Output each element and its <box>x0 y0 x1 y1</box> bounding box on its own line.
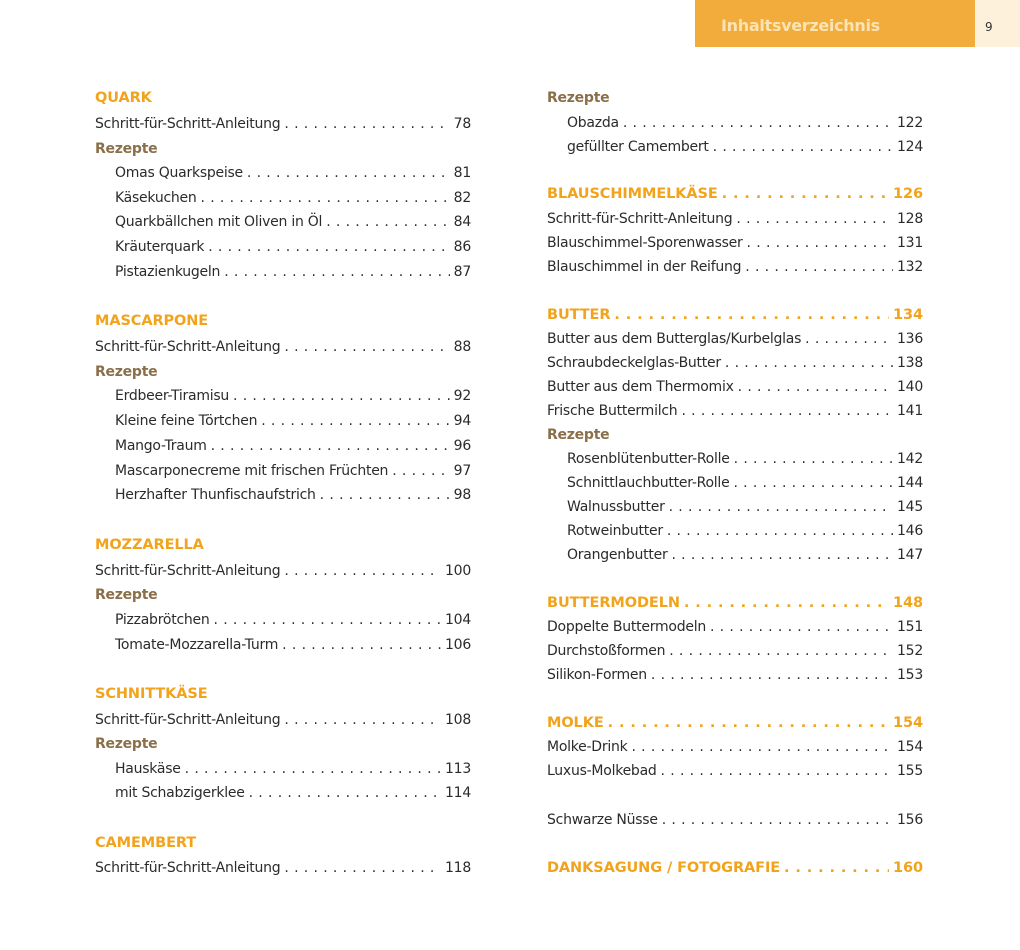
toc-page-number: 145 <box>897 499 923 515</box>
toc-leader-dots <box>261 413 449 429</box>
toc-page-number: 154 <box>897 739 923 755</box>
toc-subheading <box>547 90 923 110</box>
toc-entry-label: Rezepte <box>547 90 610 106</box>
toc-leader-dots <box>669 643 893 659</box>
toc-section-heading <box>547 186 923 206</box>
toc-leader-dots <box>247 165 450 181</box>
toc-page-number: 81 <box>453 165 471 181</box>
toc-leader-dots <box>326 214 449 230</box>
toc-entry-label: QUARK <box>95 90 152 106</box>
toc-page-number: 100 <box>445 563 471 579</box>
toc-entry-label: Schnittlauchbutter-Rolle <box>567 475 730 491</box>
toc-section-heading <box>547 715 923 735</box>
toc-entry-label: CAMEMBERT <box>95 835 197 851</box>
toc-entry <box>115 637 471 657</box>
toc-leader-dots <box>185 761 441 777</box>
page-number: 9 <box>985 20 993 34</box>
toc-leader-dots <box>214 612 442 628</box>
toc-entry-label: Rotweinbutter <box>567 523 663 539</box>
toc-page-number: 96 <box>453 438 471 454</box>
toc-section-heading <box>547 595 923 615</box>
toc-entry-label: Blauschimmel in der Reifung <box>547 259 742 275</box>
toc-entry <box>115 239 471 259</box>
toc-leader-dots <box>722 186 889 202</box>
toc-entry-label: Quarkbällchen mit Oliven in Öl <box>115 214 323 230</box>
toc-page-number: 134 <box>893 307 923 323</box>
toc-page-number: 124 <box>897 139 923 155</box>
toc-page-number: 97 <box>453 463 471 479</box>
toc-subheading <box>95 364 471 384</box>
toc-entry-label: Frische Buttermilch <box>547 403 678 419</box>
toc-entry-label: Herzhafter Thunfischaufstrich <box>115 487 316 503</box>
toc-page-number: 98 <box>453 487 471 503</box>
toc-entry-label: DANKSAGUNG / FOTOGRAFIE <box>547 860 781 876</box>
toc-entry-label: MASCARPONE <box>95 313 209 329</box>
toc-page-number: 148 <box>893 595 923 611</box>
toc-leader-dots <box>669 499 893 515</box>
toc-page-number: 146 <box>897 523 923 539</box>
toc-entry <box>115 487 471 507</box>
toc-section-heading <box>547 307 923 327</box>
toc-leader-dots <box>224 264 449 280</box>
toc-entry <box>547 235 923 255</box>
toc-leader-dots <box>736 211 893 227</box>
toc-leader-dots <box>745 259 893 275</box>
toc-entry <box>567 451 923 471</box>
toc-entry <box>547 619 923 639</box>
toc-entry-label: Butter aus dem Butterglas/Kurbelglas <box>547 331 802 347</box>
toc-entry-label: Rezepte <box>95 587 158 603</box>
toc-leader-dots <box>671 547 893 563</box>
toc-page-number: 114 <box>445 785 471 801</box>
toc-leader-dots <box>661 763 893 779</box>
toc-page-number: 132 <box>897 259 923 275</box>
toc-page-number: 126 <box>893 186 923 202</box>
toc-entry-label: Käsekuchen <box>115 190 197 206</box>
toc-page-number: 151 <box>897 619 923 635</box>
toc-leader-dots <box>320 487 450 503</box>
toc-entry <box>567 523 923 543</box>
toc-leader-dots <box>631 739 893 755</box>
toc-leader-dots <box>614 307 889 323</box>
toc-entry-label: Mango-Traum <box>115 438 207 454</box>
toc-entry <box>547 379 923 399</box>
toc-page-number: 84 <box>453 214 471 230</box>
toc-entry-label: Doppelte Buttermodeln <box>547 619 706 635</box>
toc-entry <box>547 259 923 279</box>
toc-subheading <box>95 141 471 161</box>
toc-entry-label: MOLKE <box>547 715 604 731</box>
toc-leader-dots <box>738 379 893 395</box>
toc-page-number: 92 <box>453 388 471 404</box>
toc-entry-label: BLAUSCHIMMELKÄSE <box>547 186 718 202</box>
toc-section-heading <box>95 686 471 706</box>
toc-page-number: 147 <box>897 547 923 563</box>
toc-leader-dots <box>733 475 893 491</box>
toc-entry-label: Kleine feine Törtchen <box>115 413 258 429</box>
toc-entry-label: MOZZARELLA <box>95 537 204 553</box>
toc-page-number: 87 <box>453 264 471 280</box>
toc-page-number: 138 <box>897 355 923 371</box>
toc-leader-dots <box>282 637 441 653</box>
toc-entry-label: Molke-Drink <box>547 739 628 755</box>
toc-entry-label: Obazda <box>567 115 619 131</box>
toc-leader-dots <box>623 115 893 131</box>
toc-entry-label: Schwarze Nüsse <box>547 812 658 828</box>
toc-entry-label: Durchstoßformen <box>547 643 666 659</box>
toc-leader-dots <box>784 860 889 876</box>
toc-entry-label: Schritt-für-Schritt-Anleitung <box>95 563 281 579</box>
toc-entry-label: Mascarponecreme mit frischen Früchten <box>115 463 389 479</box>
toc-leader-dots <box>284 339 449 355</box>
toc-entry-label: Rosenblütenbutter-Rolle <box>567 451 730 467</box>
toc-entry-label: Schritt-für-Schritt-Anleitung <box>547 211 733 227</box>
toc-entry-label: Omas Quarkspeise <box>115 165 243 181</box>
toc-leader-dots <box>211 438 450 454</box>
toc-entry <box>95 563 471 583</box>
toc-entry-label: SCHNITTKÄSE <box>95 686 208 702</box>
toc-entry <box>547 739 923 759</box>
toc-page-number: 155 <box>897 763 923 779</box>
toc-page-number: 88 <box>453 339 471 355</box>
toc-leader-dots <box>392 463 449 479</box>
toc-page-number: 152 <box>897 643 923 659</box>
toc-entry <box>567 139 923 159</box>
toc-entry-label: Pizzabrötchen <box>115 612 210 628</box>
toc-entry-label: Pistazienkugeln <box>115 264 221 280</box>
toc-entry <box>95 339 471 359</box>
toc-entry <box>115 438 471 458</box>
toc-entry-label: BUTTERMODELN <box>547 595 680 611</box>
toc-section-heading <box>547 860 923 880</box>
toc-leader-dots <box>710 619 893 635</box>
toc-entry-label: mit Schabzigerklee <box>115 785 245 801</box>
toc-entry <box>547 355 923 375</box>
toc-entry-label: Blauschimmel-Sporenwasser <box>547 235 743 251</box>
toc-leader-dots <box>805 331 893 347</box>
toc-entry <box>115 761 471 781</box>
toc-entry-label: Orangenbutter <box>567 547 668 563</box>
toc-entry-label: Schritt-für-Schritt-Anleitung <box>95 712 281 728</box>
toc-entry-label: Silikon-Formen <box>547 667 647 683</box>
toc-entry-label: Rezepte <box>547 427 610 443</box>
toc-entry <box>115 190 471 210</box>
toc-leader-dots <box>681 403 893 419</box>
toc-leader-dots <box>662 812 893 828</box>
toc-subheading <box>95 736 471 756</box>
toc-entry-label: Rezepte <box>95 364 158 380</box>
toc-leader-dots <box>651 667 893 683</box>
toc-entry-label: gefüllter Camembert <box>567 139 709 155</box>
toc-page-number: 104 <box>445 612 471 628</box>
toc-leader-dots <box>747 235 893 251</box>
toc-page-number: 141 <box>897 403 923 419</box>
toc-entry <box>115 165 471 185</box>
toc-page-number: 136 <box>897 331 923 347</box>
toc-entry-label: Luxus-Molkebad <box>547 763 657 779</box>
toc-page-number: 86 <box>453 239 471 255</box>
toc-entry-label: Kräuterquark <box>115 239 205 255</box>
toc-leader-dots <box>233 388 450 404</box>
toc-page-number: 131 <box>897 235 923 251</box>
page-number-box <box>975 0 1020 47</box>
toc-leader-dots <box>201 190 450 206</box>
page-title: Inhaltsverzeichnis <box>721 16 880 35</box>
toc-page-number: 118 <box>445 860 471 876</box>
toc-page-number: 156 <box>897 812 923 828</box>
toc-entry-label: Butter aus dem Thermomix <box>547 379 734 395</box>
toc-entry <box>95 116 471 136</box>
toc-page-number: 142 <box>897 451 923 467</box>
toc-entry <box>547 403 923 423</box>
toc-entry <box>95 860 471 880</box>
toc-entry <box>567 499 923 519</box>
toc-page-number: 128 <box>897 211 923 227</box>
toc-entry <box>547 211 923 231</box>
toc-entry <box>567 475 923 495</box>
toc-page-number: 144 <box>897 475 923 491</box>
toc-entry <box>115 463 471 483</box>
toc-section-heading <box>95 537 471 557</box>
toc-leader-dots <box>249 785 441 801</box>
toc-leader-dots <box>608 715 889 731</box>
toc-entry <box>115 214 471 234</box>
toc-entry-label: Hauskäse <box>115 761 181 777</box>
toc-page-number: 113 <box>445 761 471 777</box>
toc-entry-label: BUTTER <box>547 307 611 323</box>
toc-section-heading <box>95 835 471 855</box>
toc-entry <box>115 388 471 408</box>
toc-entry-label: Schritt-für-Schritt-Anleitung <box>95 339 281 355</box>
toc-entry <box>95 712 471 732</box>
toc-leader-dots <box>208 239 449 255</box>
toc-entry <box>567 115 923 135</box>
toc-page-number: 78 <box>453 116 471 132</box>
toc-subheading <box>95 587 471 607</box>
toc-entry-label: Rezepte <box>95 736 158 752</box>
toc-entry-label: Erdbeer-Tiramisu <box>115 388 230 404</box>
toc-page-number: 82 <box>453 190 471 206</box>
toc-entry <box>115 612 471 632</box>
toc-page-number: 106 <box>445 637 471 653</box>
toc-entry <box>547 812 923 832</box>
toc-entry-label: Schraubdeckelglas-Butter <box>547 355 721 371</box>
toc-leader-dots <box>734 451 893 467</box>
toc-entry-label: Rezepte <box>95 141 158 157</box>
toc-entry <box>547 643 923 663</box>
toc-page-number: 160 <box>893 860 923 876</box>
toc-entry-label: Schritt-für-Schritt-Anleitung <box>95 116 281 132</box>
toc-entry <box>115 264 471 284</box>
toc-entry-label: Walnussbutter <box>567 499 665 515</box>
toc-page-number: 154 <box>893 715 923 731</box>
toc-page-number: 140 <box>897 379 923 395</box>
toc-section-heading <box>95 90 471 110</box>
toc-entry <box>115 785 471 805</box>
toc-entry <box>567 547 923 567</box>
toc-leader-dots <box>284 860 441 876</box>
toc-leader-dots <box>284 116 449 132</box>
toc-leader-dots <box>684 595 889 611</box>
toc-entry-label: Schritt-für-Schritt-Anleitung <box>95 860 281 876</box>
toc-page-number: 94 <box>453 413 471 429</box>
toc-leader-dots <box>284 563 441 579</box>
toc-page-number: 153 <box>897 667 923 683</box>
toc-entry <box>547 763 923 783</box>
toc-entry <box>115 413 471 433</box>
toc-page-number: 122 <box>897 115 923 131</box>
toc-leader-dots <box>284 712 441 728</box>
toc-section-heading <box>95 313 471 333</box>
toc-leader-dots <box>713 139 893 155</box>
toc-leader-dots <box>667 523 893 539</box>
toc-entry <box>547 667 923 687</box>
toc-leader-dots <box>725 355 893 371</box>
toc-page-number: 108 <box>445 712 471 728</box>
toc-entry <box>547 331 923 351</box>
toc-subheading <box>547 427 923 447</box>
toc-entry-label: Tomate-Mozzarella-Turm <box>115 637 279 653</box>
